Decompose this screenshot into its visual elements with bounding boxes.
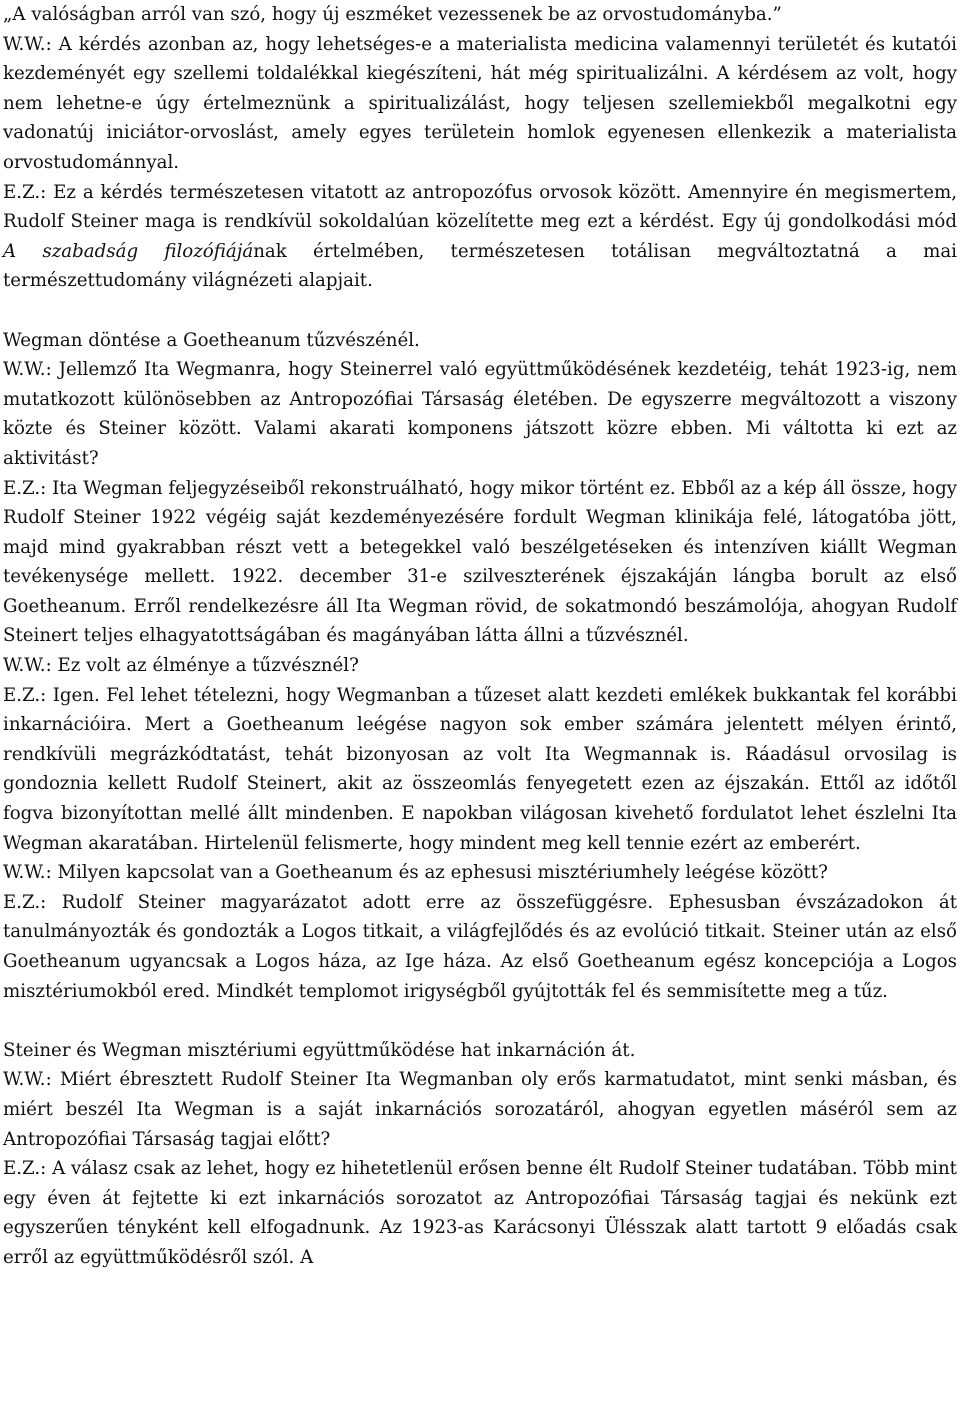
section-heading-incarnations: Steiner és Wegman misztériumi együttműködése hat inkarnáción át.	[3, 1039, 636, 1061]
paragraph-ez-answer: E.Z.: A válasz csak az lehet, hogy ez hihetetlenül erősen benne élt Rudolf Steiner tudatában. Több mint egy éven át fejtette ki ezt inkarnációs sorozatot az Antropozófiai Társaság tagjai és nekünk ezt egyszerűen tényként kell elfogadnunk. Az 1923-as Karácsonyi Ülésszak alatt tartott 9 előadás csak erről az együttműködésről szól. A	[3, 1158, 957, 1268]
section-heading-fire: Wegman döntése a Goetheanum tűzvészénél.	[3, 329, 420, 351]
paragraph-ww-experience: W.W.: Ez volt az élménye a tűzvésznél?	[3, 655, 359, 677]
paragraph-ez-logos: E.Z.: Rudolf Steiner magyarázatot adott erre az összefüggésre. Ephesusban évszázadokon át tanulmányozták és gondozták a Logos titkait, a világfejlődés és az evolúció titkait. Steiner után az első Goetheanum ugyancsak a Logos háza, az Ige háza. Az első Goetheanum egész koncepciója a Logos misztériumokból ered. Mindkét templomot irigységből gyújtották fel és semmisítette meg a tűz.	[3, 891, 957, 1002]
quote-paragraph: „A valóságban arról van szó, hogy új eszméket vezessenek be az orvostudományba.”	[3, 4, 782, 25]
paragraph-text-before: E.Z.: Ez a kérdés természetesen vitatott az antropozófus orvosok között. Amennyire én megismertem, Rudolf Steiner maga is rendkívül sokoldalúan közelítette meg ezt a kérdést. Egy új gondolkodási mód	[3, 181, 957, 233]
paragraph-text-after: nak értelmében, természetesen totálisan megváltoztatná a mai természettudomány világnézeti alapjait.	[3, 240, 957, 292]
paragraph-ez-yes: E.Z.: Igen. Fel lehet tételezni, hogy Wegmanban a tűzeset alatt kezdeti emlékek bukkantak fel korábbi inkarnációira. Mert a Goetheanum leégése nagyon sok ember számára jelentett mélyen érintő, rendkívüli megrázkódtatást, tehát bizonyosan az volt Ita Wegmannak is. Ráadásul orvosilag is gondoznia kellett Rudolf Steinert, akit az összeomlás fenyegetett ezen az éjszakán. Ettől az időtől fogva bizonyítottan mellé állt mindenben. E napokban világosan kivehető fordulatot lehet észlelni Ita Wegman akaratában. Hirtelenül felismerte, hogy mindent meg kell tennie ezért az emberért.	[3, 684, 957, 854]
paragraph-ww-wegman: W.W.: Jellemző Ita Wegmanra, hogy Steinerrel való együttműködésének kezdetéig, tehát 1923-ig, nem mutatkozott különösebben az Antropozófiai Társaság életében. De egyszerre megváltozott a viszony közte és Steiner között. Valami akarati komponens játszott közre ebben. Mi váltotta ki ezt az aktivitást?	[3, 359, 957, 469]
paragraph-ww-karma: W.W.: Miért ébresztett Rudolf Steiner Ita Wegmanban oly erős karmatudatot, mint senki másban, és miért beszél Ita Wegman is a saját inkarnációs sorozatáról, ahogyan egyetlen máséról sem az Antropozófiai Társaság tagjai előtt?	[3, 1069, 957, 1150]
paragraph-ez-controversy	[3, 178, 957, 296]
paragraph-ww-ephesus: W.W.: Milyen kapcsolat van a Goetheanum és az ephesusi misztériumhely leégése között?	[3, 862, 828, 884]
paragraph-ww-spiritualization: W.W.: A kérdés azonban az, hogy lehetséges-e a materialista medicina valamennyi területét és kutatói kezdeményét egy szellemi toldalékkal kiegészíteni, hát még spiritualizálni. A kérdésem az volt, hogy nem lehetne-e úgy értelmeznünk a spiritualizálást, hogy teljesen szellemiekből megalkotni egy vadonatúj iniciátor-orvoslást, amely egyes területein homlok egyenesen ellenkezik a materialista orvostudománnyal.	[3, 33, 957, 173]
book-title-italic: A szabadság filozófiájá	[3, 240, 254, 262]
paragraph-ez-notes: E.Z.: Ita Wegman feljegyzéseiből rekonstruálható, hogy mikor történt ez. Ebből az a kép áll össze, hogy Rudolf Steiner 1922 végéig saját kezdeményezésére fordult Wegman klinikája felé, látogatóba jött, majd mind gyakrabban részt vett a betegekkel való beszélgetéseken és intenzíven kiállt Wegman tevékenysége mellett. 1922. december 31-e szilveszterének éjszakáján lángba borult az első Goetheanum. Erről rendelkezésre áll Ita Wegman rövid, de sokatmondó beszámolója, ahogyan Rudolf Steinert teljes elhagyatottságában és magányában látta állni a tűzvésznél.	[3, 477, 957, 647]
